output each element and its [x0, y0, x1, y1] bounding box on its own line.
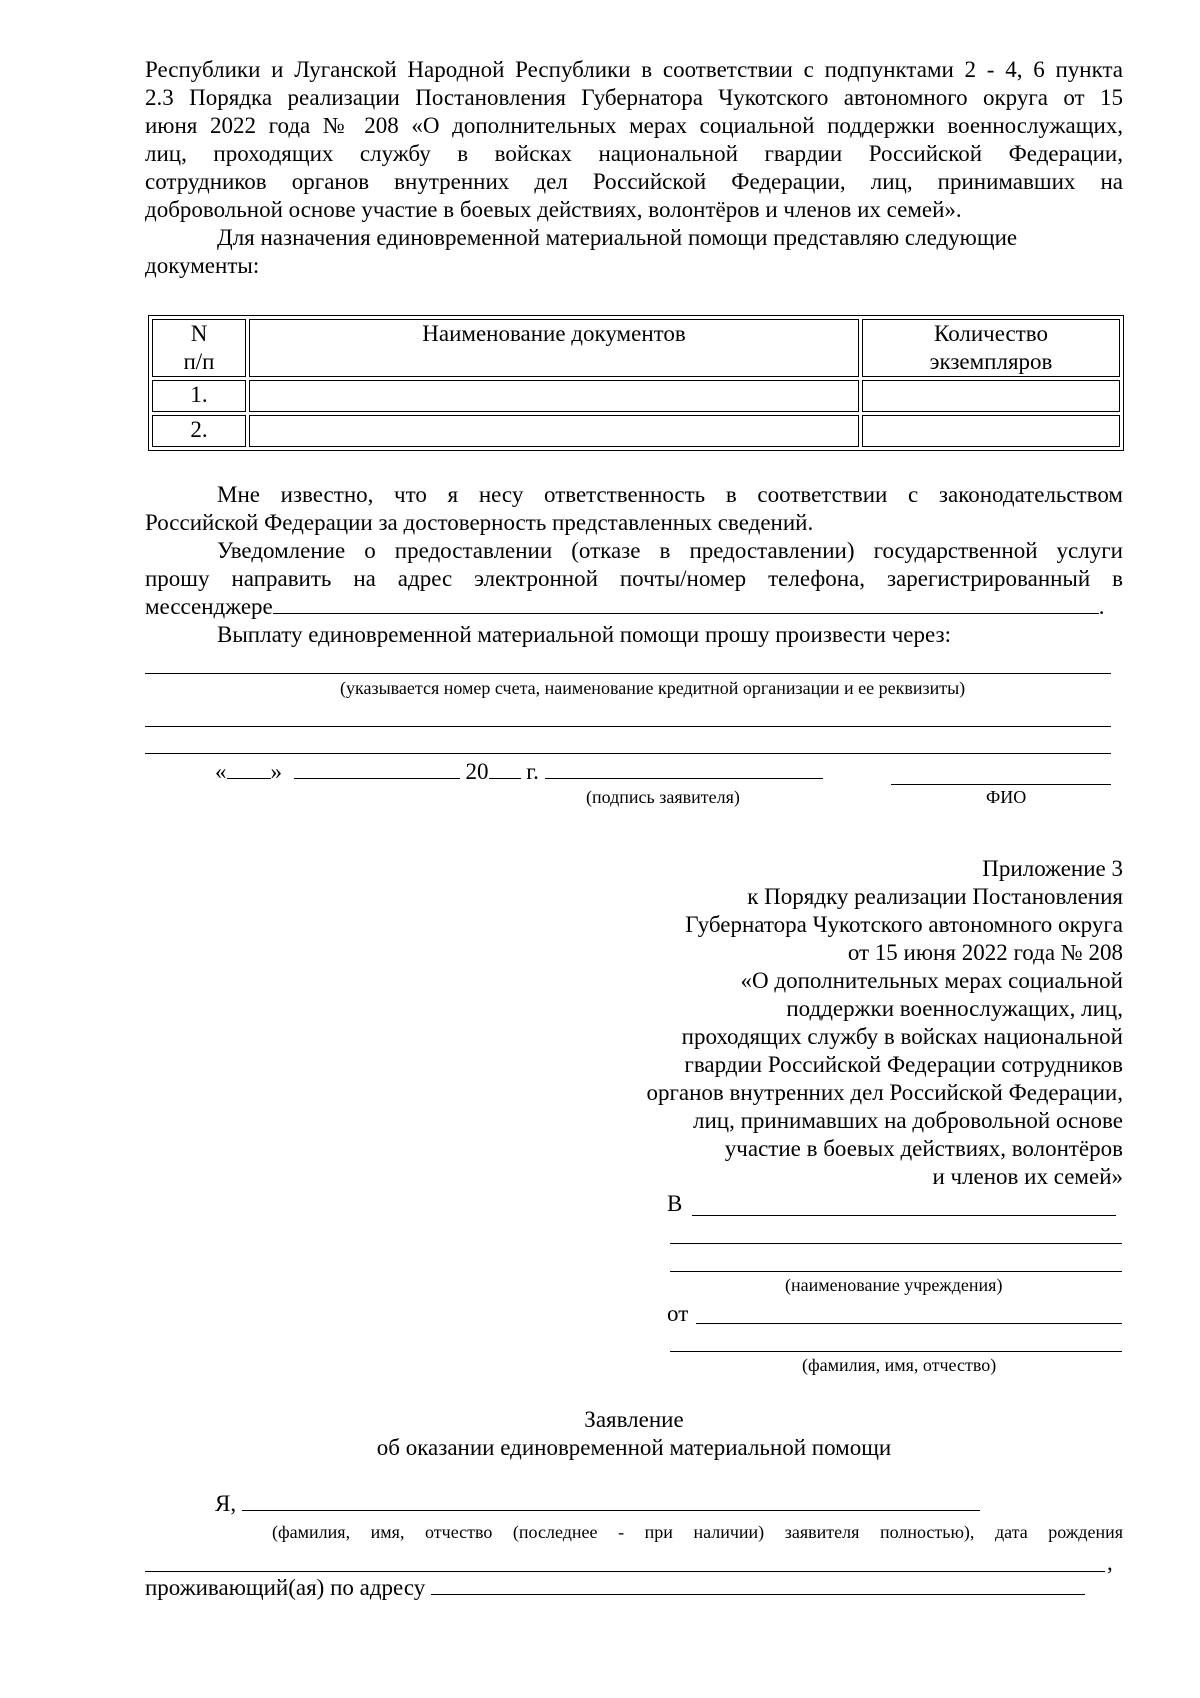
to-input-line-3[interactable] [670, 1271, 1122, 1272]
intro-paragraph [145, 56, 1123, 280]
payment-input-line[interactable] [145, 673, 1111, 674]
intro-line: добровольной основе участие в боевых действиях, волонтёров и членов их семей». [145, 197, 962, 222]
appendix-line: проходящих службу в войсках национальной [681, 1024, 1123, 1049]
header-number-text: N [190, 321, 208, 346]
row-quantity-cell[interactable] [862, 415, 1120, 447]
applicant-line [215, 1490, 980, 1518]
fio-input-line[interactable] [891, 784, 1111, 785]
appendix-line: гвардии Российской Федерации сотрудников [684, 1052, 1123, 1077]
header-number [152, 319, 246, 377]
appendix-line: участие в боевых действиях, волонтёров [724, 1136, 1123, 1161]
signature-input-line[interactable] [545, 777, 823, 779]
table-header-row [152, 319, 1120, 377]
table-row [152, 380, 1120, 412]
intro-line: сотрудников органов внутренних дел Российской Федерации, лиц, принимавших на [145, 169, 1123, 194]
row-number: 2. [152, 415, 246, 447]
messenger-label: мессенджере [145, 594, 273, 619]
header-quantity-text: Количество [934, 321, 1048, 346]
statements-block [145, 481, 1123, 649]
payment-hint: (указывается номер счета, наименование кредитной организации и ее реквизиты) [340, 678, 966, 698]
row-number: 1. [152, 380, 246, 412]
address-label: проживающий(ая) по адресу [145, 1575, 426, 1600]
address-input-line[interactable] [431, 1593, 1085, 1595]
appendix-line: органов внутренних дел Российской Федерации, [646, 1080, 1123, 1105]
messenger-line [145, 593, 1123, 621]
payment-text: Выплату единовременной материальной помощи прошу произвести через: [217, 622, 951, 647]
docs-intro-line: Для назначения единовременной материальной помощи представляю следующие [217, 225, 1018, 250]
intro-line: Республики и Луганской Народной Республики в соответствии с подпунктами 2 - 4, 6 пункта [145, 57, 1123, 82]
fio-hint: ФИО [986, 787, 1027, 807]
header-doc-name [249, 319, 859, 377]
birthdate-comma: , [1107, 1550, 1113, 1575]
year-input-line[interactable] [489, 777, 521, 779]
year-suffix: г. [526, 759, 539, 784]
appendix-line: Приложение 3 [982, 856, 1123, 881]
i-label: Я, [215, 1491, 237, 1516]
from-input-line-2[interactable] [670, 1351, 1122, 1352]
application-subtitle: об оказании единовременной материальной помощи [376, 1435, 892, 1460]
from-label: от [667, 1301, 689, 1326]
row-quantity-cell[interactable] [862, 380, 1120, 412]
intro-line: июня 2022 года № 208 «О дополнительных мерах социальной поддержки военнослужащих, [145, 113, 1123, 138]
address-line [145, 1574, 1085, 1602]
row-doc-name-cell[interactable] [249, 415, 859, 447]
documents-table [148, 315, 1124, 451]
appendix-block [646, 855, 1123, 1191]
birthdate-input-line[interactable] [145, 1571, 1105, 1572]
payment-input-line-2[interactable] [145, 726, 1111, 727]
applicant-hint: (фамилия, имя, отчество (последнее - при наличии) заявителя полностью), дата рождения [272, 1522, 1123, 1542]
open-quote: « [215, 759, 227, 784]
month-input-line[interactable] [294, 777, 460, 779]
application-title: Заявление [584, 1407, 684, 1432]
applicant-name-input-line[interactable] [242, 1509, 980, 1511]
header-number-sub: п/п [183, 349, 215, 374]
notification-line: Уведомление о предоставлении (отказе в предоставлении) государственной услуги [217, 538, 1123, 563]
row-doc-name-cell[interactable] [249, 380, 859, 412]
to-input-line-2[interactable] [670, 1243, 1122, 1244]
intro-line: 2.3 Порядка реализации Постановления Губернатора Чукотского автономного округа от 15 [145, 85, 1123, 110]
appendix-line: и членов их семей» [932, 1164, 1123, 1189]
payment-input-line-3[interactable] [145, 753, 1111, 754]
appendix-line: Губернатора Чукотского автономного округа [685, 912, 1123, 937]
appendix-line: поддержки военнослужащих, лиц, [786, 996, 1123, 1021]
signature-hint: (подпись заявителя) [586, 787, 740, 807]
date-line [215, 758, 823, 786]
responsibility-line: Российской Федерации за достоверность представленных сведений. [145, 510, 814, 535]
institution-hint: (наименование учреждения) [785, 1275, 1003, 1295]
appendix-line: от 15 июня 2022 года № 208 [847, 940, 1123, 965]
header-doc-name-text: Наименование документов [422, 321, 686, 346]
year-prefix: 20 [465, 759, 489, 784]
header-quantity [862, 319, 1120, 377]
intro-line: лиц, проходящих службу в войсках национальной гвардии Российской Федерации, [145, 141, 1123, 166]
appendix-line: лиц, принимавших на добровольной основе [693, 1108, 1123, 1133]
messenger-dot: . [1098, 594, 1105, 619]
docs-intro-line: документы: [145, 253, 260, 278]
table-row [152, 415, 1120, 447]
appendix-line: к Порядку реализации Постановления [747, 884, 1123, 909]
day-input-line[interactable] [227, 777, 271, 779]
to-input-line[interactable] [692, 1215, 1116, 1216]
from-input-line[interactable] [696, 1323, 1122, 1324]
name-hint: (фамилия, имя, отчество) [802, 1355, 997, 1375]
header-quantity-sub: экземпляров [929, 349, 1053, 374]
close-quote: » [270, 759, 282, 784]
appendix-line: «О дополнительных мерах социальной [740, 968, 1123, 993]
responsibility-line: Мне известно, что я несу ответственность в соответствии с законодательством [217, 482, 1123, 507]
notification-line: прошу направить на адрес электронной почты/номер телефона, зарегистрированный в [145, 566, 1123, 591]
messenger-input-line[interactable] [273, 612, 1099, 614]
to-label: В [667, 1191, 683, 1216]
